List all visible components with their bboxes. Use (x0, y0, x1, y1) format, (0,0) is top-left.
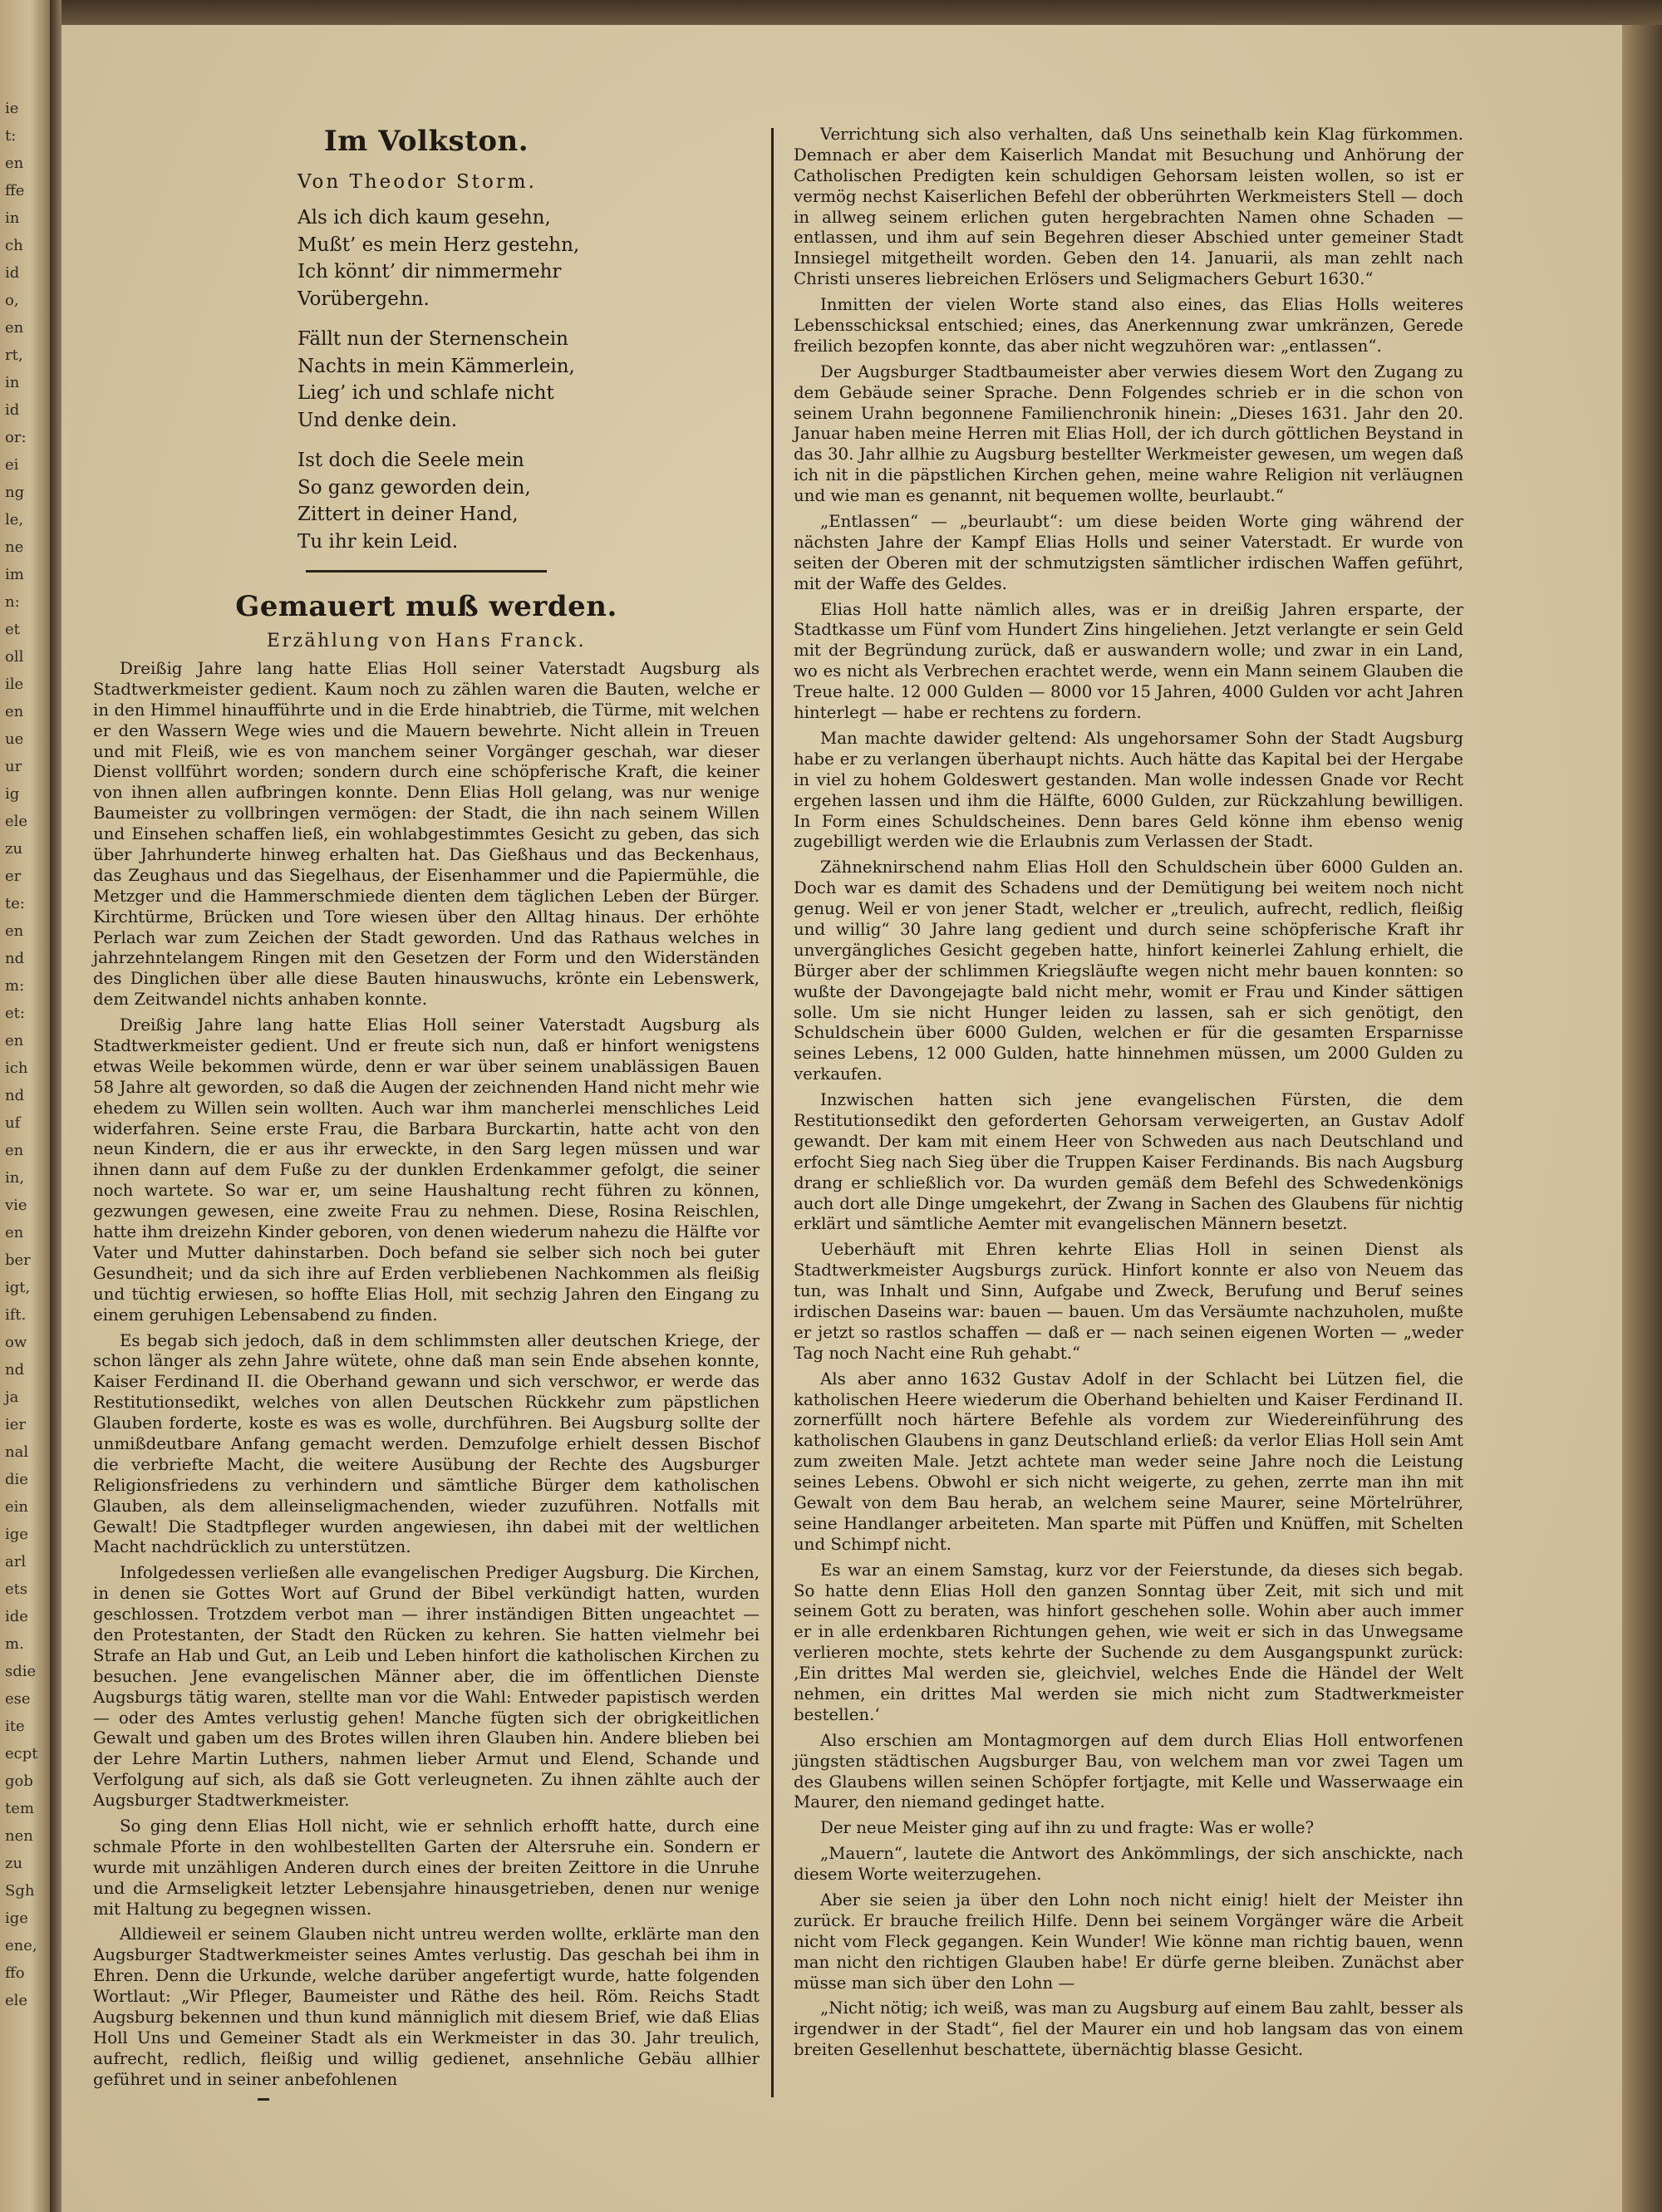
previous-page-fragment: ets (5, 1580, 28, 1598)
previous-page-fragment: die (5, 1471, 28, 1488)
previous-page-fragment: ige (5, 1910, 28, 1927)
poem-body (93, 204, 760, 555)
story-paragraph: Infolgedessen verließen alle evangelischen Prediger Augsburg. Die Kirchen, in denen sie Gottes Wort auf Grund der Bibel verkündigt hatten, wurden geschlossen. Trotzdem verbot man — ihrer inständigen Bitten ungeachtet — den Protestanten, der Stadt den Rücken zu kehren. Sie hatten vielmehr bei Strafe an Hab und Gut, an Leib und Leben hinfort die katholischen Kirchen zu besuchen. Jene evangelischen Männer aber, die im öffentlichen Dienste Augsburgs tätig waren, stellte man vor die Wahl: Entweder papistisch werden — oder des Amtes verlustig gehen! Manche fügten sich der obrigkeitlichen Gewalt und gaben um des Brotes willen ihren Glauben hin. Andere blieben bei der Lehre Martin Luthers, nahmen lieber Armut und Elend, Schande und Verfolgung auf sich, als daß sie Gott verleugneten. Zu ihnen zählte auch der Augsburger Stadtwerkmeister. (93, 1563, 760, 1811)
story-byline: Erzählung von Hans Franck. (266, 631, 587, 651)
story-title: Gemauert muß werden. (235, 590, 617, 623)
right-column (794, 125, 1463, 2061)
previous-page-fragment: ei (5, 456, 19, 474)
previous-page-fragment: er (5, 868, 22, 885)
story-paragraph: Aber sie seien ja über den Lohn noch nicht einig! hielt der Meister ihn zurück. Er brauche freilich Hilfe. Denn bei seinem Vorgänger wäre die Arbeit nicht vom Fleck gegangen. Kein Wunder! Wie könne man richtig bauen, wenn man nicht den richtigen Glauben habe! Er dürfe gerne bleiben. Zunächst aber müsse man sich über den Lohn — (794, 1890, 1463, 1993)
previous-page-fragment: nal (5, 1443, 29, 1461)
previous-page-fragment: id (5, 401, 20, 419)
previous-page-fragment: ite (5, 1718, 25, 1735)
previous-page-fragment: sdie (5, 1663, 37, 1680)
previous-page-fragment: o, (5, 292, 19, 309)
binding-gutter (50, 0, 61, 2212)
previous-page-fragment: ng (5, 484, 25, 501)
previous-page-fragment: ige (5, 1526, 28, 1543)
page-mark (258, 2098, 269, 2101)
previous-page-fragment: en (5, 703, 24, 720)
previous-page-fragment: ne (5, 538, 24, 556)
column-rule (771, 128, 774, 2097)
previous-page-fragment: ja (5, 1389, 19, 1406)
previous-page-fragment: ide (5, 1608, 28, 1625)
previous-page-fragment: ffe (5, 182, 25, 199)
story-paragraph: Es begab sich jedoch, daß in dem schlimmsten aller deutschen Kriege, der schon länger als zehn Jahre wütete, ohne daß man sein Ende absehen konnte, Kaiser Ferdinand II. die Oberhand gewann und sich verschwor, er werde das Restitutionsedikt, welches von allen Deutschen Rückkehr zum päpstlichen Glauben forderte, koste es was es wolle, durchführen. Bei Augsburg sollte der unmißdeutbare Anfang gemacht werden. Demzufolge erhielt dessen Bischof die verbriefte Macht, die weitere Ausübung der Rechte des Augsburger Religionsfriedens zu verhindern und sämtliche Bürger dem katholischen Glauben, als dem alleinseligmachenden, wieder zuzuführen. Notfalls mit Gewalt! Die Stadtpfleger wurden angewiesen, ihn dabei mit der weltlichen Macht nachdrücklich zu unterstützen. (93, 1330, 760, 1557)
story-paragraph: „Mauern“, lautete die Antwort des Ankömmlings, der sich anschickte, nach diesem Worte weiterzugehen. (794, 1844, 1463, 1885)
story-paragraph: „Nicht nötig; ich weiß, was man zu Augsburg auf einem Bau zahlt, besser als irgendwer in der Stadt“, fiel der Maurer ein und hob langsam das von einem breiten Gesellenhut beschattete, übernächtig blasse Gesicht. (794, 1998, 1463, 2060)
previous-page-fragment: ig (5, 785, 20, 803)
previous-page-fragment: nd (5, 950, 25, 967)
page-stack-edge (1622, 25, 1662, 2212)
previous-page-fragment: ele (5, 813, 28, 830)
story-paragraph: Man machte dawider geltend: Als ungehorsamer Sohn der Stadt Augsburg habe er zu verlangen überhaupt nichts. Auch hätte das Kapital bei der Hergabe in viel zu hohem Goldeswert gestanden. Man wolle indessen Gnade vor Recht ergehen lassen und ihm die Hälfte, 6000 Gulden, zur Rückzahlung bewilligen. In Form eines Schuldscheines. Denn bares Geld könne ihm ebenso wenig zugebilligt werden wie die Erlaubnis zum Verlassen der Stadt. (794, 728, 1463, 852)
previous-page-fragment: en (5, 922, 24, 940)
poem-stanza (297, 204, 760, 312)
story-paragraph: Inzwischen hatten sich jene evangelischen Fürsten, die dem Restitutionsedikt den geforderten Gehorsam verweigerten, an Gustav Adolf gewandt. Der kam mit einem Heer von Schweden aus nach Deutschland und erfocht Sieg nach Sieg über die Truppen Kaiser Ferdinands. Bis nach Augsburg drang er schließlich vor. Da wurden gemäß dem Befehl des Schwedenkönigs auch dort alle Dinge umgekehrt, der Zwang in Sachen des Glaubens für nichtig erklärt und sämtliche Aemter mit evangelischen Männern besetzt. (794, 1090, 1463, 1234)
previous-page-fragment: ile (5, 676, 24, 693)
previous-page-fragment: en (5, 1032, 24, 1049)
previous-page-fragment: im (5, 566, 24, 583)
left-column (93, 125, 760, 2091)
poem-title: Im Volkston. (323, 125, 529, 158)
previous-page-fragment: en (5, 319, 24, 337)
previous-page-fragment: gob (5, 1772, 33, 1790)
previous-page-fragment: et (5, 621, 20, 638)
poem-line: Vorübergehn. (297, 288, 430, 310)
previous-page-fragment: ur (5, 758, 22, 775)
previous-page-edge (0, 0, 50, 2212)
previous-page-fragment: ift. (5, 1306, 27, 1324)
previous-page-fragment: ier (5, 1416, 27, 1433)
previous-page-fragment: arl (5, 1553, 27, 1571)
story-text-right (794, 125, 1463, 2061)
previous-page-fragment: ber (5, 1251, 31, 1269)
story-paragraph: „Entlassen“ — „beurlaubt“: um diese beiden Worte ging während der nächsten Jahre der Kampf Elias Holls und seiner Vaterstadt. Er wurde von seiten der Oberen mit der schmutzigsten sämtlicher irdischen Waffen geführt, mit der Waffe des Geldes. (794, 512, 1463, 593)
section-divider (306, 570, 547, 573)
story-paragraph: Verrichtung sich also verhalten, daß Uns seinethalb kein Klag fürkommen. Demnach er aber dem Kaiserlich Mandat mit Besuchung und Anhörung der Catholischen Predigten kein schuldigen Gehorsam leisten wollen, so ist er vermög nechst Kaiserlichen Befehl der obberührten Werkmeisters Stell — doch in allweg seinem erlichen guten hergebrachten Namen ohne Schaden — entlassen, und ihm auf sein Begehren dieser Abschied unter gemeiner Stadt Innsiegel mitgetheilt worden. Geben den 14. Januarii, als man zehlt nach Christi unseres liebreichen Erlösers und Seligmachers Geburt 1630.“ (794, 125, 1463, 289)
previous-page-fragment: ich (5, 1059, 28, 1077)
story-paragraph: Dreißig Jahre lang hatte Elias Holl seiner Vaterstadt Augsburg als Stadtwerkmeister gedient. Und er freute sich nun, daß er hinfort wenigstens etwas Weile bekommen würde, denn er war über seinem unablässigen Bauen 58 Jahre alt geworden, so daß die Augen der zeichnenden Hand nicht mehr wie ehedem zu Willen sein wollten. Auch war ihm mancherlei menschliches Leid widerfahren. Seine erste Frau, die Barbara Burckartin, hatte acht von den neun Kindern, die er aus ihr erweckte, in den Sarg legen müssen und war ihnen dann auf dem Fuße zu der dunklen Erdenkammer gefolgt, die seiner noch wartete. So war er, um seine Haushaltung recht führen zu können, gezwungen gewesen, eine zweite Frau zu nehmen. Diese, Rosina Reischlen, hatte ihm dreizehn Kinder geboren, von denen wiederum nahezu die Hälfte vor Vater und Mutter dahinstarben. Doch befand sie selber sich noch bei guter Gesundheit; und da sich ihre auf Erden verbliebenen Nachkommen als fleißig und tüchtig erwiesen, so hoffte Elias Holl, mit sechzig Jahren den Eingang zu einem geruhigen Lebensabend zu finden. (93, 1015, 760, 1325)
previous-page-fragment: Sgh (5, 1882, 35, 1900)
previous-page-fragment: le, (5, 511, 24, 528)
previous-page-fragment: ue (5, 730, 24, 748)
story-paragraph: Ueberhäuft mit Ehren kehrte Elias Holl in seinen Dienst als Stadtwerkmeister Augsburgs zurück. Hinfort konnte er also von Neuem das tun, was Inhalt und Sinn, Aufgabe und Zweck, Berufung und Beruf seines irdischen Daseins war: bauen — bauen. Um das Versäumte nachzuholen, mußte er jetzt so rastlos schaffen — daß er — nach seinen eigenen Worten — „weder Tag noch Nacht eine Ruh gehabt.“ (794, 1240, 1463, 1363)
previous-page-fragment: m: (5, 977, 25, 995)
previous-page-fragment: ene, (5, 1937, 37, 1954)
previous-page-fragment: rt, (5, 347, 23, 364)
poem-author: Von Theodor Storm. (297, 171, 537, 193)
poem-line: Ich könnt’ dir nimmermehr (297, 261, 562, 283)
story-paragraph: Zähneknirschend nahm Elias Holl den Schuldschein über 6000 Gulden an. Doch war es damit des Schadens und der Demütigung bei weitem noch nicht genug. Weil er von jener Stadt, welcher er „treulich, aufrecht, redlich, fleißig und willig“ 30 Jahre lang gedient und durch seine schöpferische Kraft ihr unvergängliches Gesicht gegeben hatte, hinfort keinerlei Zahlung erhielt, die Bürger aber der schlimmen Kriegsläufte wegen nicht mehr bauen konnten: so wußte der Davongejagte bald nicht mehr, womit er Frau und Kinder sättigen solle. Um sie nicht Hunger leiden zu lassen, sah er sich genötigt, den Schuldschein über 6000 Gulden, welchen er für die gesamten Ersparnisse seines Lebens, 12 000 Gulden, hatte hinnehmen müssen, um 2000 Gulden zu verkaufen. (794, 858, 1463, 1084)
previous-page-fragment: id (5, 264, 20, 282)
poem-line: Ist doch die Seele mein (297, 450, 524, 471)
previous-page-fragment: ow (5, 1334, 27, 1351)
story-paragraph: Als aber anno 1632 Gustav Adolf in der Schlacht bei Lützen fiel, die katholischen Heere wiederum die Oberhand behielten und Kaiser Ferdinand II. zornerfüllt noch härtere Befehle als vordem zur Wiedereinführung des katholischen Glaubens in ganz Deutschland erließ: da verlor Elias Holl sein Amt zum zweiten Male. Jetzt achtete man weder seine Jahre noch die Leistung seines Lebens. Obwohl er sich nicht weigerte, zu gehen, zerrte man ihn mit Gewalt von dem Bau herab, an welchem seine Maurer, seine Mörtelrührer, seine Handlanger arbeiteten. Man sparte mit Püffen und Knüffen, mit Schelten und Schimpf nicht. (794, 1369, 1463, 1554)
poem-line: Mußt’ es mein Herz gestehn, (297, 233, 580, 256)
previous-page-fragment: ch (5, 237, 23, 254)
story-paragraph: Der Augsburger Stadtbaumeister aber verwies diesem Wort den Zugang zu dem Gebäude seiner Sprache. Denn Folgendes schrieb er in die schon von seinem Urahn begonnene Familienchronik hinein: „Dieses 1631. Jahr den 20. Januar haben meine Herren mit Elias Holl, der ich durch göttlichen Beystand in das 30. Jahr allhie zu Augsburg bestellter Werkmeister gewesen, um wegen daß ich nit in die päpstlichen Kirchen gehen, meine wahre Religion nit verläugnen und wie man es genannt, nit bequemen wollte, beurlaubt.“ (794, 361, 1463, 506)
story-paragraph: Dreißig Jahre lang hatte Elias Holl seiner Vaterstadt Augsburg als Stadtwerkmeister gedient. Kaum noch zu zählen waren die Bauten, welche er in den Himmel hinaufführte und in die Erde hinabtrieb, die Türme, mit welchen er den Wassern Wege wies und die Mauern bewehrte. Nicht allein in Treuen und mit Fleiß, wie es von manchem seiner Vorgänger geschah, war dieser Dienst vollführt worden; sondern durch eine schöpferische Kraft, die keiner von ihnen allen aufbringen konnte. Denn Elias Holl gelang, was nur wenige Baumeister zu vollbringen vermögen: der Stadt, die ihn nach seinem Willen und Einsehen schaffen ließ, ein wohlabgestimmtes Gesicht zu geben, das sich über Jahrhunderte hinweg erhalten hat. Das Gießhaus und das Beckenhaus, das Zeughaus und das Siegelhaus, der Eisenhammer und die Papiermühle, die Metzger und die Hammerschmiede dienten dem täglichen Leben der Bürger. Kirchtürme, Brücken und Tore wiesen über den Alltag hinaus. Der erhöhte Perlach war zum Zeichen der Stadt geworden. Und das Rathaus welches in jahrzehntelangem Ringen mit den Gesetzen der Form und den Widerständen des Dinglichen über alle diese Bauten hinauswuchs, krönte ein Lebenswerk, dem Zeitwandel nichts anhaben konnte. (93, 659, 760, 1010)
previous-page-fragment: n: (5, 593, 20, 611)
previous-page-fragment: en (5, 1142, 24, 1159)
story-paragraph: Elias Holl hatte nämlich alles, was er in dreißig Jahren ersparte, der Stadtkasse um Fünf vom Hundert Zins hingeliehen. Jetzt verlangte er sein Geld mit der Begründung zurück, daß er auswandern wolle; und zwar in ein Land, wo es nicht als Verbrechen erachtet werde, wenn ein Mann seinem Glauben die Treue halte. 12 000 Gulden — 8000 vor 15 Jahren, 4000 Gulden vor acht Jahren hinterlegt — habe er rechtens zu fordern. (794, 599, 1463, 723)
previous-page-fragment: ele (5, 1992, 28, 2009)
previous-page-fragment: ese (5, 1690, 31, 1708)
previous-page-fragment: igt, (5, 1279, 31, 1296)
previous-page-fragment: nd (5, 1361, 25, 1379)
story-paragraph: Inmitten der vielen Worte stand also eines, das Elias Holls weiteres Lebensschicksal entschied; eines, das Anerkennung zwar umkränzen, Gerede freilich bezopfen konnte, das aber nicht wegzuhören war: „entlassen“. (794, 295, 1463, 356)
story-paragraph: So ging denn Elias Holl nicht, wie er sehnlich erhofft hatte, durch eine schmale Pforte in den wohlbestellten Garten der Altersruhe ein. Sondern er wurde mit unzähligen Anderen durch eines der breiten Zeittore in die Unruhe und die Armseligkeit letzter Lebensjahre hinausgetrieben, denen nur wenige mit Haltung zu begegnen wissen. (93, 1816, 760, 1919)
poem-line: Lieg’ ich und schlafe nicht (297, 382, 554, 404)
story-text-left (93, 659, 760, 2091)
poem-line: Und denke dein. (297, 409, 458, 431)
previous-page-fragment: in (5, 209, 20, 227)
poem-line: Zittert in deiner Hand, (297, 504, 519, 525)
poem-line: Fällt nun der Sternenschein (297, 328, 568, 350)
poem-stanza (297, 326, 760, 434)
previous-page-fragment: in, (5, 1169, 25, 1187)
previous-page-fragment: te: (5, 895, 25, 912)
previous-page-fragment: ffo (5, 1964, 25, 1982)
previous-page-fragment: vie (5, 1197, 27, 1214)
scan-top-edge (0, 0, 1662, 25)
poem-line: Nachts in mein Kämmerlein, (297, 355, 575, 377)
previous-page-fragment: ie (5, 100, 19, 117)
previous-page-fragment: zu (5, 840, 23, 858)
story-paragraph: Der neue Meister ging auf ihn zu und fragte: Was er wolle? (820, 1818, 1315, 1838)
previous-page-fragment: en (5, 1224, 24, 1241)
previous-page-fragment: ein (5, 1498, 29, 1516)
previous-page-fragment: in (5, 374, 20, 391)
previous-page-fragment: nen (5, 1827, 33, 1845)
poem-line: So ganz geworden dein, (297, 476, 531, 499)
previous-page-fragment: m. (5, 1635, 24, 1653)
previous-page-fragment: ecpt (5, 1745, 38, 1762)
poem-line: Tu ihr kein Leid. (297, 530, 459, 553)
story-paragraph: Es war an einem Samstag, kurz vor der Feierstunde, da dieses sich begab. So hatte denn Elias Holl den ganzen Sonntag über Zeit, mit sich und mit seinem Gott zu beraten, was hinfort geschehen solle. Wohin aber auch immer er in alle erdenkbaren Richtungen gehen, wie weit er sich in das Unwegsame verlieren mochte, stets kehrte der Suchende zu dem Ausgangspunkt zurück: ‚Ein drittes Mal werden sie, gleichviel, welches Ende die Händel der Welt nehmen, ein drittes Mal werden sie mich nicht zum Stadtwerkmeister bestellen.‘ (794, 1560, 1463, 1724)
poem-stanza (297, 447, 760, 555)
poem-line: Als ich dich kaum gesehn, (297, 207, 551, 229)
previous-page-fragment: t: (5, 127, 17, 145)
previous-page-fragment: en (5, 155, 24, 172)
previous-page-fragment: tem (5, 1800, 34, 1817)
previous-page-fragment: or: (5, 429, 27, 446)
previous-page-fragment: nd (5, 1087, 25, 1104)
previous-page-fragment: oll (5, 648, 24, 666)
previous-page-fragment: et: (5, 1005, 25, 1022)
previous-page-fragment: zu (5, 1855, 23, 1872)
previous-page-fragment: uf (5, 1114, 21, 1132)
story-paragraph: Also erschien am Montagmorgen auf dem durch Elias Holl entworfenen jüngsten städtischen Augsburger Bau, von welchem man vor zwei Tagen um des Glaubens willen seinen Schöpfer fortjagte, mit Kelle und Wasserwaage ein Maurer, den niemand gedinget hatte. (794, 1730, 1463, 1812)
story-paragraph: Alldieweil er seinem Glauben nicht untreu werden wollte, erklärte man den Augsburger Stadtwerkmeister seines Amtes verlustig. Das geschah bei ihm in Ehren. Denn die Urkunde, welche darüber angefertigt wurde, hatte folgenden Wortlaut: „Wir Pfleger, Baumeister und Räthe des heil. Röm. Reichs Stadt Augsburg bekennen und thun kund männiglich mit diesem Brief, wie daß Elias Holl Uns und Gemeiner Stadt als ein Werkmeister in das 30. Jahr treulich, aufrecht, redlich, fleißig und willig gedienet, ansehnliche Gebäu allhier geführet und in seiner anbefohlenen (93, 1924, 760, 2089)
